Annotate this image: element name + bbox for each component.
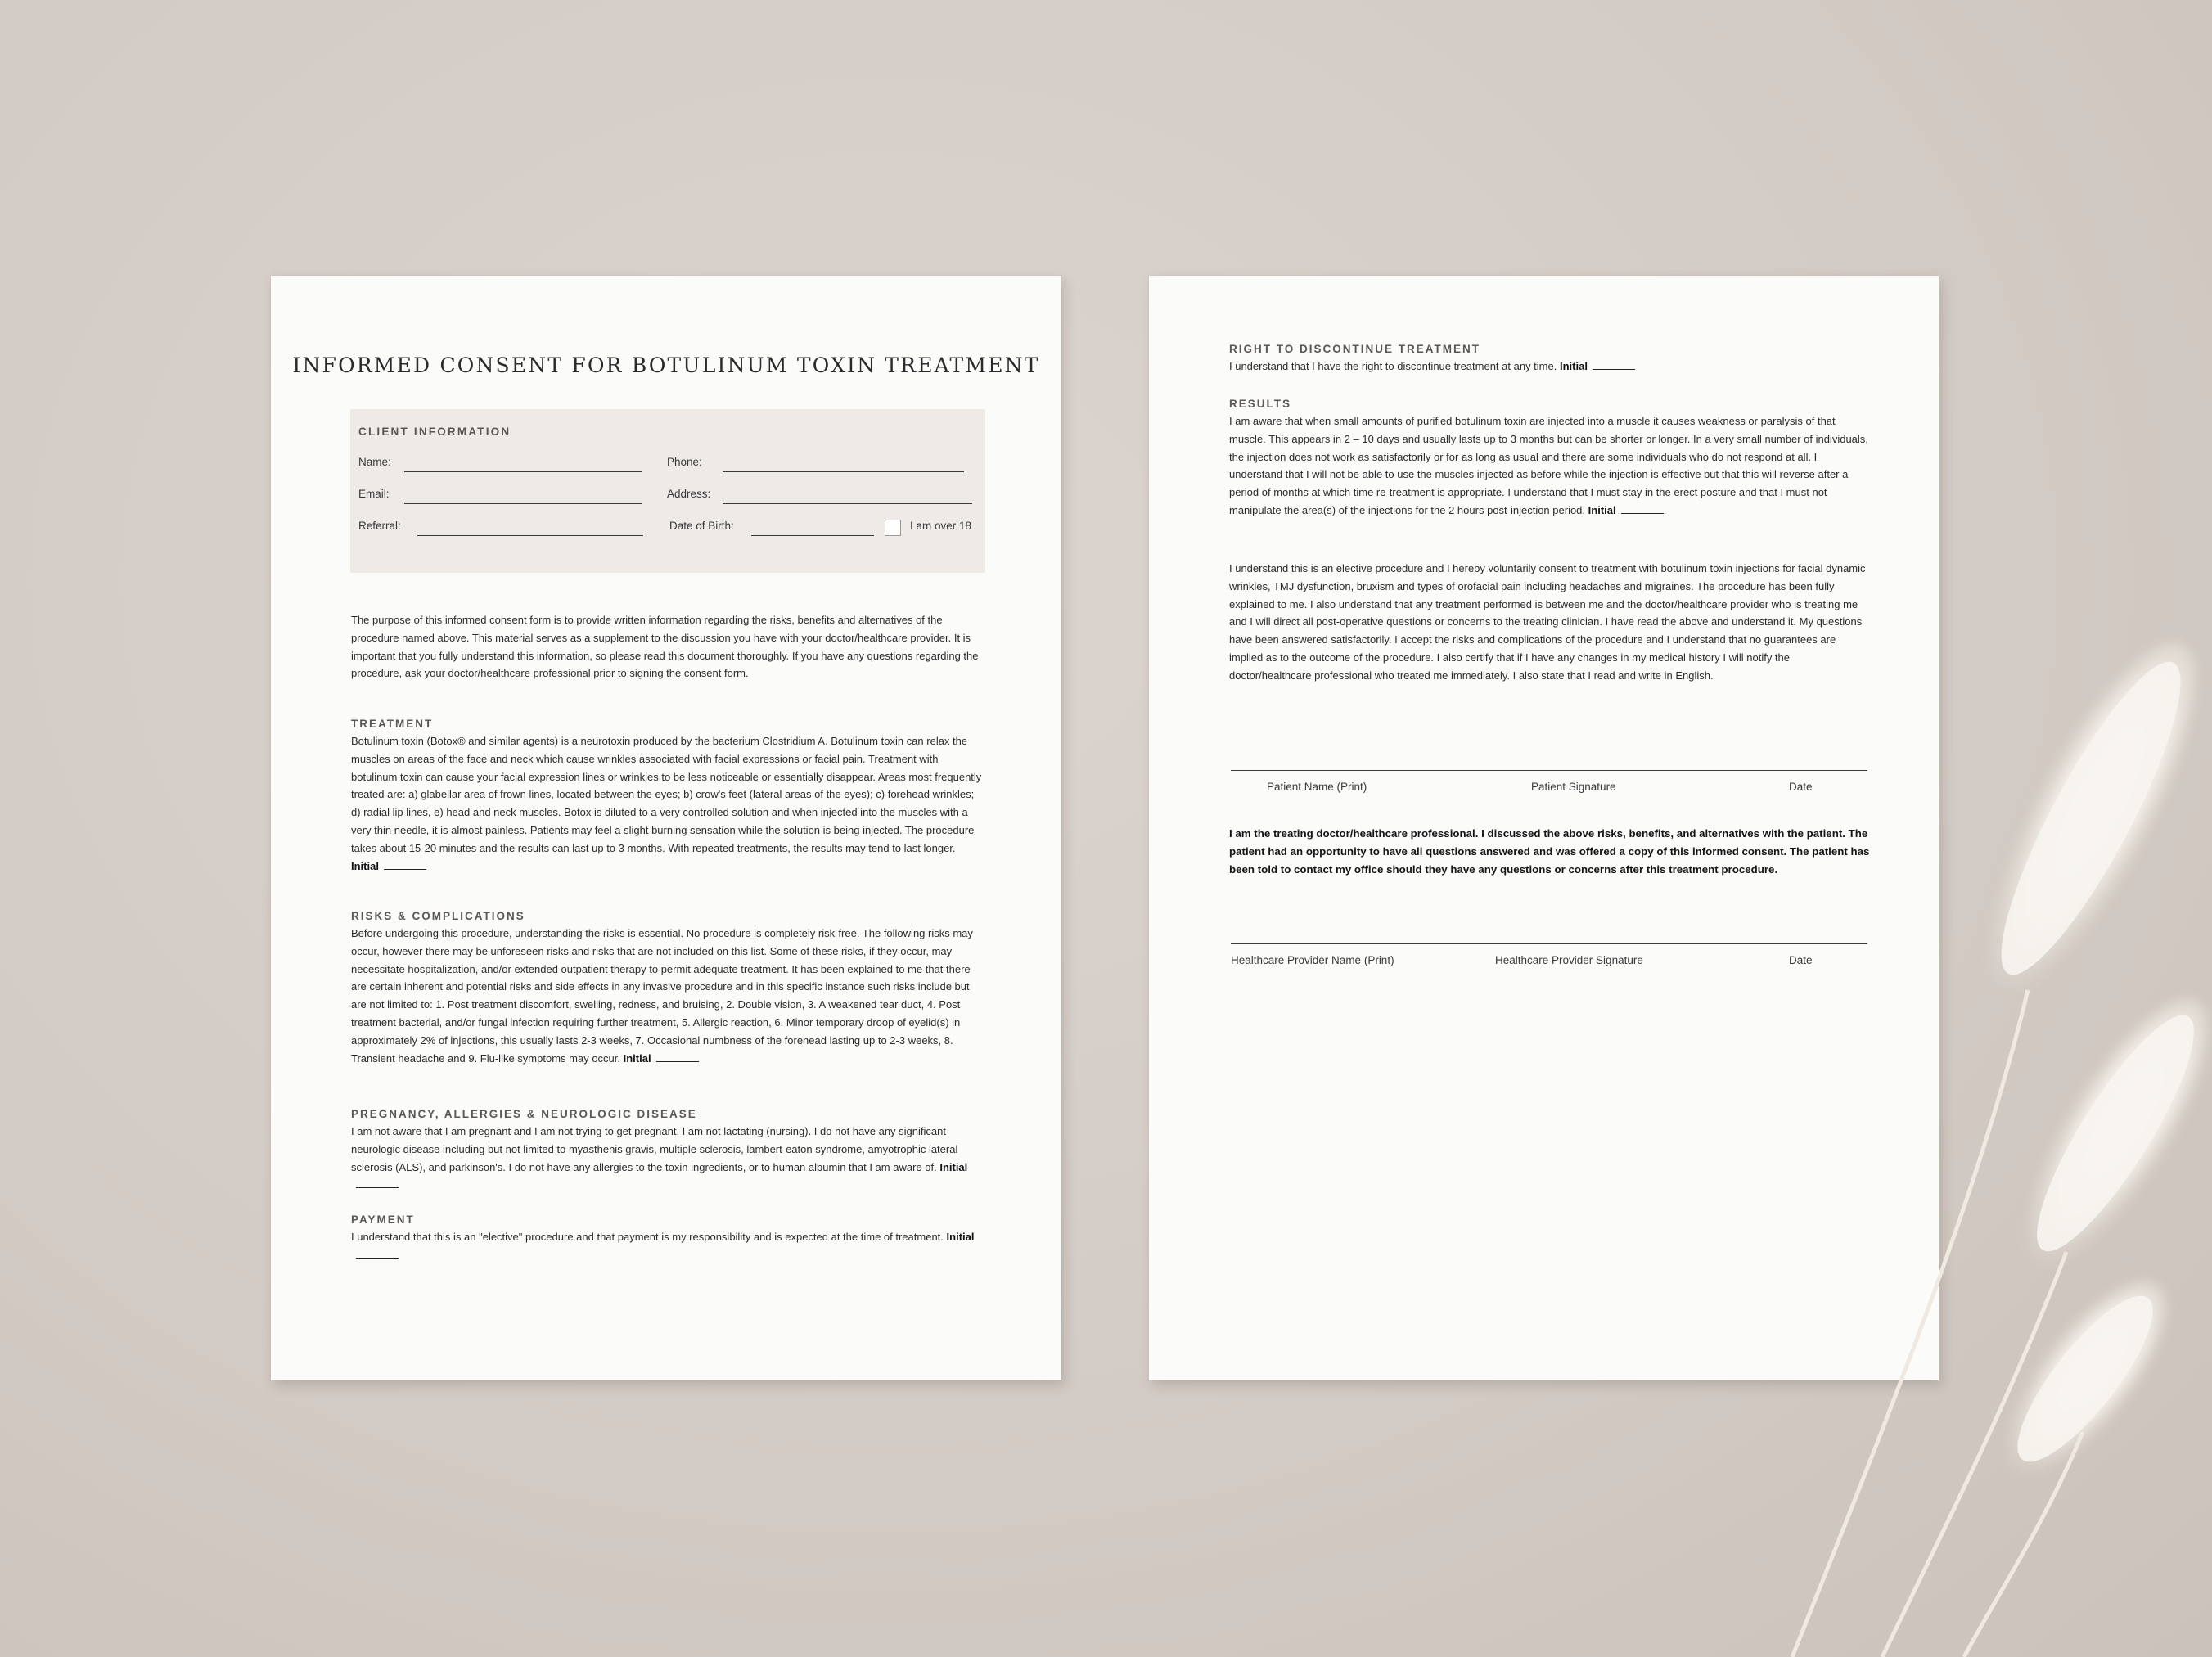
email-field[interactable] (404, 503, 642, 504)
payment-section (351, 1213, 985, 1264)
pregnancy-text: I am not aware that I am pregnant and I am not trying to get pregnant, I am not lactating (nursing). I do not have any significant neurologic disease including but not limited to myasthenis gravis, multiple sclerosis, lambert-eaton syndrome, amyotrophic lateral sclerosis (ALS), and parkinson's. I do not have any allergies to the toxin ingredients, or to human albumin that I am aware of. (351, 1125, 958, 1173)
discontinue-initial-field[interactable] (1593, 359, 1635, 370)
intro-section (351, 611, 985, 682)
name-label: Name: (358, 456, 391, 468)
grass-plume-3 (1976, 1257, 2195, 1500)
pregnancy-initial-field[interactable] (356, 1177, 399, 1188)
pregnancy-initial-label: Initial (939, 1160, 968, 1173)
name-field[interactable] (404, 471, 642, 472)
treatment-initial-field[interactable] (384, 859, 426, 870)
payment-heading: PAYMENT (351, 1213, 415, 1226)
treatment-section (351, 718, 985, 875)
provider-signature-line[interactable] (1231, 943, 1867, 944)
patient-signature-line[interactable] (1231, 770, 1867, 771)
treatment-text: Botulinum toxin (Botox® and similar agents) is a neurotoxin produced by the bacterium Clostridium A. Botulinum toxin can relax the muscles on areas of the face and neck which cause wrinkles associated with facial expressions or facial pain. Treatment with botulinum toxin can cause your facial expression lines or wrinkles to be less noticeable or essentially disappear. Areas most frequently treated are: a) glabellar area of frown lines, located between the eyes; b) crow's feet (lateral areas of the eyes); c) forehead wrinkles; d) radial lip lines, e) head and neck muscles. Botox is diluted to a very controlled solution and when injected into the muscles with a very thin needle, it is almost painless. Patients may feel a slight burning sensation while the solution is being injected. The procedure takes about 15-20 minutes and the results can last up to 3 months. With repeated treatments, the results may tend to last longer. (351, 735, 982, 854)
results-initial-field[interactable] (1621, 503, 1664, 514)
referral-field[interactable] (417, 535, 643, 536)
pregnancy-section (351, 1108, 985, 1194)
patient-date-label: Date (1789, 781, 1813, 793)
risks-text: Before undergoing this procedure, understanding the risks is essential. No procedure is completely risk-free. The following risks may occur, however there may be unforeseen risks and risks that are not included on this list. Some of these risks, if they occur, may necessitate hospitalization, and/or extended outpatient therapy to permit adequate treatment. It has been explained to me that there are certain inherent and potential risks and side effects in any invasive procedure and in this specific instance such risks include but are not limited to: 1. Post treatment discomfort, swelling, redness, and bruising, 2. Double vision, 3. A weakened tear duct, 4. Post treatment bacterial, and/or fungal infection requiring further treatment, 5. Allergic reaction, 6. Minor temporary droop of eyelid(s) in approximately 2% of injections, this usually lasts 2-3 weeks, 7. Occasional numbness of the forehead lasting up to 2-3 weeks, 8. Transient headache and 9. Flu-like symptoms may occur. (351, 927, 973, 1065)
payment-initial-label: Initial (946, 1231, 975, 1243)
treatment-heading: TREATMENT (351, 718, 434, 730)
consent-paragraph: I understand this is an elective procedure and I hereby voluntarily consent to treatment with botulinum toxin injections for facial dynamic wrinkles, TMJ dysfunction, bruxism and types of orofacial pain including headaches and migraines. The procedure has been fully explained to me. I also understand that any treatment performed is between me and the doctor/healthcare provider who is treating me and I will direct all post-operative questions or concerns to the treating clinician. I have read the above and understand it. My questions have been answered satisfactorily. I accept the risks and complications of the procedure and I understand that no guarantees are implied as to the outcome of the procedure. I also certify that if I have any changes in my medical history I will notify the doctor/healthcare professional who treated me immediately. I also state that I read and write in English. (1229, 562, 1866, 682)
grass-plume-2 (1990, 975, 2212, 1292)
results-text: I am aware that when small amounts of purified botulinum toxin are injected into a muscle it causes weakness or paralysis of that muscle. This appears in 2 – 10 days and usually lasts up to 3 months but can be shorter or longer. In a very small number of individuals, the injection does not work as satisfactorily or for as long as usual and there are some individuals who do not respond at all. I understand that I will not be able to use the muscles injected as before while the injection is effective but that this will reverse after a period of months at which time re-treatment is appropriate. I understand that I must stay in the erect posture and that I must not manipulate the area(s) of the injections for the 2 hours post-injection period. (1229, 415, 1868, 516)
over-18-label: I am over 18 (910, 520, 972, 532)
over-18-checkbox[interactable] (885, 520, 901, 536)
discontinue-text: I understand that I have the right to discontinue treatment at any time. (1229, 360, 1557, 372)
results-heading: RESULTS (1229, 398, 1292, 410)
email-label: Email: (358, 488, 390, 500)
document-title: INFORMED CONSENT FOR BOTULINUM TOXIN TREATMENT (292, 353, 1040, 377)
payment-text: I understand that this is an "elective" procedure and that payment is my responsibility and is expected at the time of treatment. (351, 1231, 944, 1243)
discontinue-initial-label: Initial (1559, 360, 1588, 372)
phone-label: Phone: (667, 456, 702, 468)
discontinue-section (1229, 343, 1872, 376)
address-label: Address: (667, 488, 711, 500)
provider-date-label: Date (1789, 954, 1813, 966)
consent-page-2 (1149, 276, 1939, 1380)
patient-name-label: Patient Name (Print) (1267, 781, 1367, 793)
provider-statement: I am the treating doctor/healthcare professional. I discussed the above risks, benefits, and alternatives with the patient. The patient had an opportunity to have all questions answered and was offered a copy of this informed consent. The patient has been told to contact my office should they have any questions or concerns after this treatment procedure. (1229, 827, 1870, 876)
patient-signature-label: Patient Signature (1531, 781, 1616, 793)
grass-plume-1 (1948, 618, 2212, 1019)
risks-initial-field[interactable] (656, 1051, 699, 1062)
risks-heading: RISKS & COMPLICATIONS (351, 910, 525, 922)
client-information-heading: CLIENT INFORMATION (358, 426, 511, 438)
risks-section (351, 910, 985, 1067)
grass-stem-3 (1964, 1432, 2083, 1657)
provider-name-label: Healthcare Provider Name (Print) (1231, 954, 1394, 966)
treatment-initial-label: Initial (351, 859, 379, 872)
client-information-box (350, 409, 985, 573)
dob-label: Date of Birth: (669, 520, 734, 532)
risks-initial-label: Initial (623, 1051, 651, 1065)
address-field[interactable] (723, 503, 972, 504)
payment-initial-field[interactable] (356, 1248, 399, 1259)
phone-field[interactable] (723, 471, 964, 472)
pregnancy-heading: PREGNANCY, ALLERGIES & NEUROLOGIC DISEASE (351, 1108, 697, 1120)
provider-signature-label: Healthcare Provider Signature (1495, 954, 1643, 966)
intro-text: The purpose of this informed consent form is to provide written information regarding the risks, benefits and alternatives of the procedure named above. This material serves as a supplement to the discussion you have with your doctor/healthcare provider. It is important that you fully understand this information, so please read this document thoroughly. If you have any questions regarding the procedure, ask your doctor/healthcare professional prior to signing the consent form. (351, 614, 979, 680)
referral-label: Referral: (358, 520, 401, 532)
consent-page-1 (271, 276, 1061, 1380)
results-initial-label: Initial (1588, 503, 1616, 516)
discontinue-heading: RIGHT TO DISCONTINUE TREATMENT (1229, 343, 1480, 355)
consent-paragraph-section (1229, 560, 1872, 685)
results-section (1229, 398, 1872, 520)
dob-field[interactable] (751, 535, 874, 536)
